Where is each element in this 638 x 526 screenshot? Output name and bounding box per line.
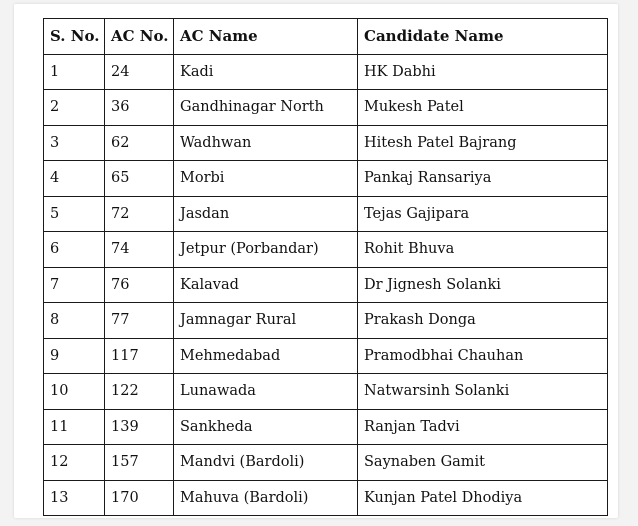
cell-candidate-name: Natwarsinh Solanki (358, 374, 608, 410)
cell-serial-number: 2 (44, 90, 105, 126)
table-header-row (44, 19, 608, 55)
cell-ac-number: 74 (105, 232, 174, 268)
cell-serial-number: 6 (44, 232, 105, 268)
header-candidate-name: Candidate Name (358, 19, 608, 55)
table-row (44, 267, 608, 303)
cell-candidate-name: Rohit Bhuva (358, 232, 608, 268)
cell-candidate-name: Pankaj Ransariya (358, 161, 608, 197)
cell-ac-name: Lunawada (174, 374, 358, 410)
cell-ac-number: 139 (105, 409, 174, 445)
table-row (44, 196, 608, 232)
cell-serial-number: 11 (44, 409, 105, 445)
cell-serial-number: 3 (44, 125, 105, 161)
header-ac-name: AC Name (174, 19, 358, 55)
cell-candidate-name: Prakash Donga (358, 303, 608, 339)
cell-serial-number: 4 (44, 161, 105, 197)
cell-serial-number: 12 (44, 445, 105, 481)
cell-ac-name: Jetpur (Porbandar) (174, 232, 358, 268)
cell-candidate-name: Kunjan Patel Dhodiya (358, 480, 608, 516)
cell-ac-number: 62 (105, 125, 174, 161)
cell-candidate-name: HK Dabhi (358, 54, 608, 90)
cell-serial-number: 1 (44, 54, 105, 90)
cell-serial-number: 7 (44, 267, 105, 303)
cell-ac-number: 77 (105, 303, 174, 339)
cell-ac-name: Gandhinagar North (174, 90, 358, 126)
cell-candidate-name: Hitesh Patel Bajrang (358, 125, 608, 161)
cell-candidate-name: Ranjan Tadvi (358, 409, 608, 445)
cell-candidate-name: Saynaben Gamit (358, 445, 608, 481)
cell-ac-name: Wadhwan (174, 125, 358, 161)
header-ac-number: AC No. (105, 19, 174, 55)
cell-serial-number: 13 (44, 480, 105, 516)
cell-ac-name: Mahuva (Bardoli) (174, 480, 358, 516)
cell-ac-name: Jamnagar Rural (174, 303, 358, 339)
table-row (44, 409, 608, 445)
cell-candidate-name: Tejas Gajipara (358, 196, 608, 232)
table-row (44, 90, 608, 126)
cell-ac-name: Morbi (174, 161, 358, 197)
cell-ac-number: 170 (105, 480, 174, 516)
cell-ac-number: 76 (105, 267, 174, 303)
table-row (44, 374, 608, 410)
table-row (44, 445, 608, 481)
cell-ac-name: Kadi (174, 54, 358, 90)
cell-serial-number: 10 (44, 374, 105, 410)
cell-serial-number: 9 (44, 338, 105, 374)
cell-ac-name: Mehmedabad (174, 338, 358, 374)
candidates-table (43, 18, 608, 516)
table-row (44, 232, 608, 268)
cell-ac-number: 157 (105, 445, 174, 481)
table-row (44, 161, 608, 197)
cell-ac-name: Sankheda (174, 409, 358, 445)
table-row (44, 303, 608, 339)
table-row (44, 338, 608, 374)
table-row (44, 54, 608, 90)
cell-serial-number: 5 (44, 196, 105, 232)
cell-ac-number: 72 (105, 196, 174, 232)
cell-serial-number: 8 (44, 303, 105, 339)
table-row (44, 480, 608, 516)
cell-candidate-name: Mukesh Patel (358, 90, 608, 126)
cell-candidate-name: Dr Jignesh Solanki (358, 267, 608, 303)
cell-ac-name: Jasdan (174, 196, 358, 232)
header-serial-number: S. No. (44, 19, 105, 55)
cell-ac-number: 122 (105, 374, 174, 410)
cell-ac-number: 117 (105, 338, 174, 374)
cell-ac-number: 36 (105, 90, 174, 126)
table-row (44, 125, 608, 161)
cell-ac-number: 65 (105, 161, 174, 197)
cell-candidate-name: Pramodbhai Chauhan (358, 338, 608, 374)
cell-ac-name: Kalavad (174, 267, 358, 303)
document-card (14, 4, 618, 518)
cell-ac-number: 24 (105, 54, 174, 90)
cell-ac-name: Mandvi (Bardoli) (174, 445, 358, 481)
